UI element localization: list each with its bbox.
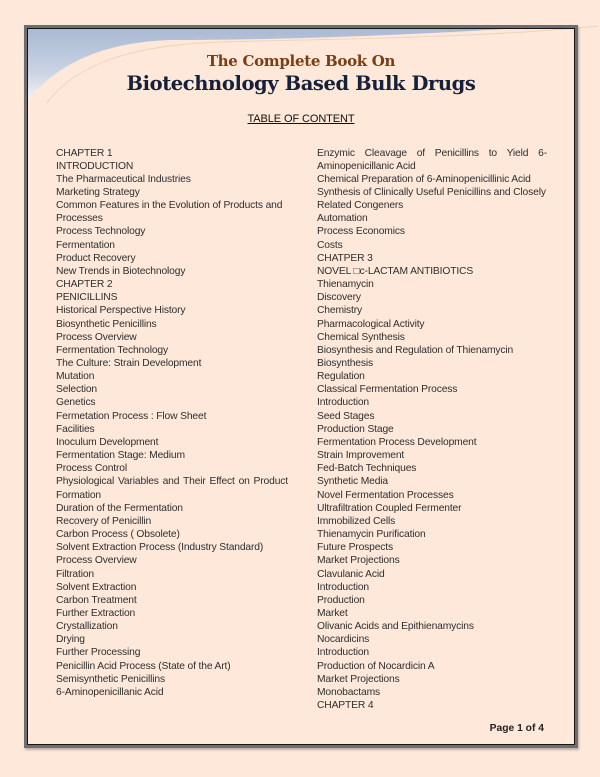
toc-right-column	[317, 147, 547, 713]
toc-heading: TABLE OF CONTENT	[247, 113, 355, 125]
toc-entry: Solvent Extraction	[56, 581, 137, 593]
toc-entry: Future Prospects	[317, 542, 394, 554]
toc-entry: CHAPTER 1	[56, 147, 113, 159]
toc-entry: Production	[317, 594, 365, 606]
toc-entry: CHATPER 3	[317, 252, 373, 264]
toc-entry: Market	[317, 607, 348, 619]
toc-entry: Product Recovery	[56, 252, 136, 264]
toc-entry: Costs	[317, 239, 343, 251]
toc-entry: CHAPTER 4	[317, 700, 374, 712]
toc-entry: Immobilized Cells	[317, 515, 396, 527]
toc-entry: Market Projections	[317, 673, 400, 685]
toc-entry: Production Stage	[317, 423, 394, 435]
toc-entry: Classical Fermentation Process	[317, 384, 458, 396]
toc-entry: Process Overview	[56, 331, 137, 343]
toc-entry: Fermentation Stage: Medium	[56, 450, 185, 462]
toc-entry: Pharmacological Activity	[317, 318, 425, 330]
toc-entry: Biosynthesis	[317, 358, 374, 369]
toc-entry: Process Overview	[56, 555, 137, 567]
toc-entry: Process Economics	[317, 226, 405, 238]
toc-entry: Solvent Extraction Process (Industry Standard)	[56, 542, 264, 554]
book-subtitle: The Complete Book On	[206, 52, 396, 70]
toc-entry: Automation	[317, 213, 368, 225]
toc-entry: Duration of the Fermentation	[56, 502, 183, 514]
toc-entry: Thienamycin	[317, 279, 374, 291]
toc-entry: Chemical Synthesis	[317, 331, 405, 343]
toc-entry: CHAPTER 2	[56, 279, 113, 291]
toc-entry: Crystallization	[56, 621, 118, 633]
toc-entry: Biosynthetic Penicillins	[56, 318, 157, 330]
toc-entry: Selection	[56, 384, 98, 396]
toc-entry: Drying	[56, 634, 85, 646]
toc-entry: Ultrafiltration Coupled Fermenter	[317, 502, 462, 514]
book-title: Biotechnology Based Bulk Drugs	[126, 72, 476, 95]
toc-entry: Genetics	[56, 397, 96, 409]
toc-entry: Penicillin Acid Process (State of the Art)	[56, 660, 231, 672]
toc-entry: INTRODUCTION	[56, 160, 134, 172]
toc-entry: PENICILLINS	[56, 292, 118, 304]
toc-entry: Carbon Process ( Obsolete)	[56, 529, 180, 541]
toc-entry: Mutation	[56, 371, 95, 383]
toc-entry: Common Features in the Evolution of Products and Processes	[56, 200, 283, 225]
toc-entry: Semisynthetic Penicillins	[56, 673, 165, 685]
toc-entry: Fed-Batch Techniques	[317, 463, 417, 475]
toc-entry: Marketing Strategy	[56, 186, 140, 198]
toc-entry: Seed Stages	[317, 410, 375, 422]
toc-entry: Enzymic Cleavage of Penicillins to Yield 6-Aminopenicillanic Acid	[317, 147, 547, 172]
toc-entry: Introduction	[317, 647, 370, 659]
toc-entry: Fermentation Process Development	[317, 436, 477, 448]
toc-entry: Chemical Preparation of 6-Aminopenicillinic Acid	[317, 173, 531, 185]
toc-entry: Olivanic Acids and Epithienamycins	[317, 621, 474, 633]
toc-entry: Nocardicins	[317, 634, 370, 646]
toc-entry: Production of Nocardicin A	[317, 660, 435, 672]
toc-entry: Market Projections	[317, 555, 400, 567]
toc-entry: Physiological Variables and Their Effect on Product Formation	[56, 476, 288, 501]
toc-entry: Carbon Treatment	[56, 594, 137, 606]
toc-entry: Fermentation	[56, 239, 115, 251]
toc-entry: Introduction	[317, 397, 370, 409]
toc-entry: Process Technology	[56, 226, 146, 238]
toc-entry: Further Extraction	[56, 607, 136, 619]
toc-entry: The Pharmaceutical Industries	[56, 173, 191, 185]
toc-entry: Facilities	[56, 423, 95, 435]
toc-entry: Clavulanic Acid	[317, 568, 385, 580]
toc-entry: Biosynthesis and Regulation of Thienamycin	[317, 344, 514, 356]
toc-entry: Strain Improvement	[317, 450, 405, 462]
toc-entry: Chemistry	[317, 305, 362, 317]
toc-entry: Discovery	[317, 292, 361, 304]
toc-entry: New Trends in Biotechnology	[56, 265, 186, 277]
toc-entry: Further Processing	[56, 647, 141, 659]
toc-entry: Filtration	[56, 568, 94, 580]
toc-entry: Synthetic Media	[317, 476, 389, 488]
toc-entry: Synthesis of Clinically Useful Penicillins and Closely Related Congeners	[317, 186, 546, 212]
toc-entry: The Culture: Strain Development	[56, 358, 202, 369]
toc-entry: Recovery of Penicillin	[56, 515, 152, 527]
toc-entry: Introduction	[317, 581, 370, 593]
toc-entry: Historical Perspective History	[56, 305, 186, 317]
toc-entry: Regulation	[317, 371, 365, 383]
toc-entry: Fermetation Process : Flow Sheet	[56, 410, 207, 422]
toc-entry: Process Control	[56, 463, 127, 475]
toc-entry: Fermentation Technology	[56, 344, 168, 356]
document-header	[24, 52, 578, 95]
toc-left-column	[56, 147, 288, 700]
toc-entry: 6-Aminopenicillanic Acid	[56, 686, 164, 698]
toc-entry: Inoculum Development	[56, 436, 159, 448]
toc-entry: Thienamycin Purification	[317, 529, 426, 541]
toc-entry: Monobactams	[317, 686, 381, 698]
page-indicator: Page 1 of 4	[489, 723, 544, 734]
toc-entry: Novel Fermentation Processes	[317, 489, 454, 501]
toc-entry: NOVEL □c-LACTAM ANTIBIOTICS	[317, 265, 474, 277]
